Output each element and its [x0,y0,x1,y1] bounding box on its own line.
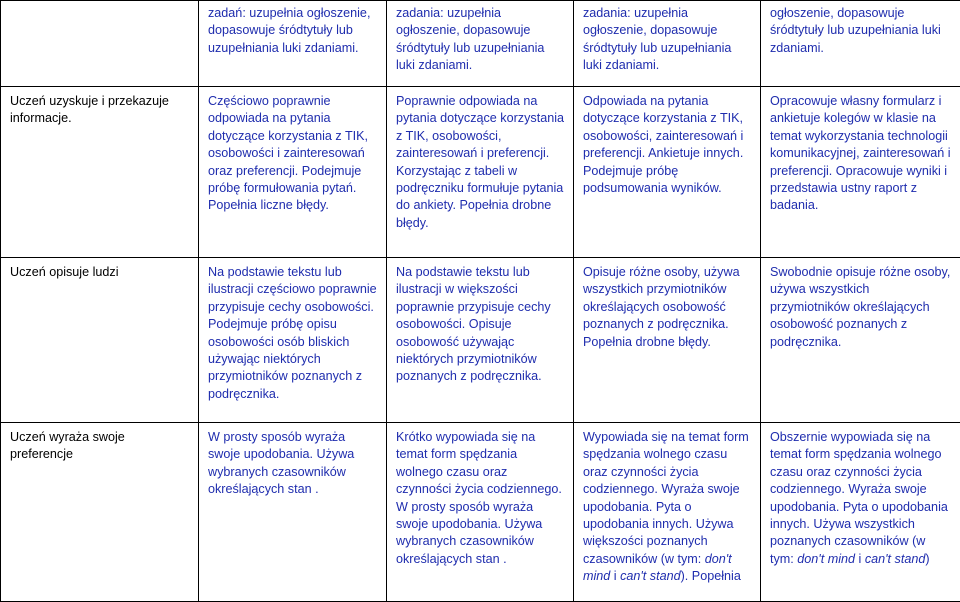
level-cell: zadania: uzupełnia ogłoszenie, dopasowuje śródtytuły lub uzupełniania luki zdaniami. [387,1,574,87]
level-cell: zadań: uzupełnia ogłoszenie, dopasowuje śródtytuły lub uzupełniania luki zdaniami. [199,1,387,87]
table-row [1,258,960,423]
level-cell: Poprawnie odpowiada na pytania dotyczące korzystania z TIK, osobowości, zainteresowań i preferencji. Korzystając z tabeli w podręczniku formułuje pytania do ankiety. Popełnia drobne błędy. [387,87,574,258]
level-cell [761,423,960,602]
cell-text: i [855,552,865,566]
table-row [1,1,960,87]
table-row [1,87,960,258]
level-cell: Częściowo poprawnie odpowiada na pytania dotyczące korzystania z TIK, osobowości i zainteresowań oraz preferencji. Podejmuje próbę formułowania pytań. Popełnia liczne błędy. [199,87,387,258]
italic-phrase: can't stand [865,552,926,566]
level-cell: Swobodnie opisuje różne osoby, używa wszystkich przymiotników określających osobowość poznanych z podręcznika. [761,258,960,423]
cell-text: ). Popełnia [681,569,741,583]
cell-text: i [610,569,620,583]
level-cell: Opisuje różne osoby, używa wszystkich przymiotników określających osobowość poznanych z podręcznika. Popełnia drobne błędy. [574,258,761,423]
cell-text: ) [925,552,929,566]
level-cell [574,423,761,602]
italic-phrase: don't mind [797,552,855,566]
italic-phrase: don't mind [583,552,732,583]
level-cell: Opracowuje własny formularz i ankietuje kolegów w klasie na temat wykorzystania technologii komunikacyjnej, zainteresowań i preferencji. Opracowuje wyniki i przedstawia ustny raport z badania. [761,87,960,258]
level-cell: Na podstawie tekstu lub ilustracji w większości poprawnie przypisuje cechy osobowości. Opisuje osobowość używając niektórych przymiotników poznanych z podręcznika. [387,258,574,423]
criterion-cell: Uczeń opisuje ludzi [1,258,199,423]
level-cell: Krótko wypowiada się na temat form spędzania wolnego czasu oraz czynności życia codziennego. W prosty sposób wyraża swoje upodobania. Używa wybranych czasowników określających stan . [387,423,574,602]
level-cell: W prosty sposób wyraża swoje upodobania. Używa wybranych czasowników określających stan . [199,423,387,602]
level-cell: Na podstawie tekstu lub ilustracji częściowo poprawnie przypisuje cechy osobowości. Podejmuje próbę opisu osobowości osób bliskich używając niektórych przymiotników poznanych z podręcznika. [199,258,387,423]
criterion-cell: Uczeń wyraża swoje preferencje [1,423,199,602]
cell-text: Obszernie wypowiada się na temat form spędzania wolnego czasu oraz czynności życia codziennego. Wyraża swoje upodobania. Pyta o upodobania innych. Używa wszystkich poznanych czasowników (w tym: [770,430,948,566]
table-row [1,423,960,602]
criterion-cell [1,1,199,87]
level-cell: Odpowiada na pytania dotyczące korzystania z TIK, osobowości, zainteresowań i preferencji. Ankietuje innych. Podejmuje próbę podsumowania wyników. [574,87,761,258]
italic-phrase: can't stand [620,569,681,583]
level-cell: zadania: uzupełnia ogłoszenie, dopasowuje śródtytuły lub uzupełniania luki zdaniami. [574,1,761,87]
level-cell: ogłoszenie, dopasowuje śródtytuły lub uzupełniania luki zdaniami. [761,1,960,87]
criterion-cell: Uczeń uzyskuje i przekazuje informacje. [1,87,199,258]
cell-text: Wypowiada się na temat form spędzania wolnego czasu oraz czynności życia codziennego. Wyraża swoje upodobania. Pyta o upodobania innych. Używa większości poznanych czasowników (w tym: [583,430,749,566]
